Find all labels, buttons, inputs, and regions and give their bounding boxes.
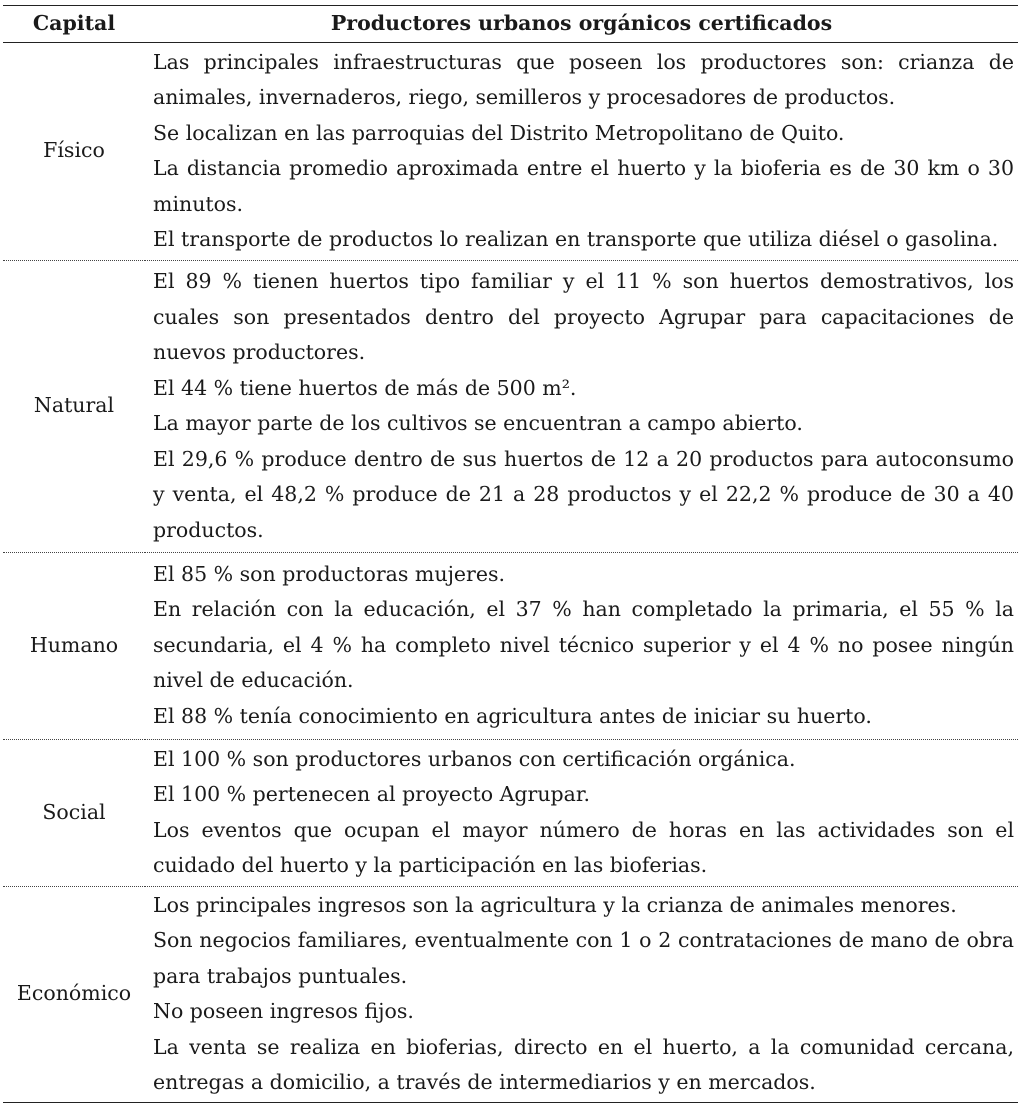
- capital-name: Humano: [3, 552, 145, 739]
- capitals-table: [3, 5, 1018, 1103]
- description-line: En relación con la educación, el 37 % han completado la primaria, el 55 % la secundaria, el 4 % ha completo nivel técnico superior y el 4 % no posee ningún nivel de educación.: [153, 597, 1014, 693]
- table-row: [3, 886, 1018, 1102]
- description-line: La venta se realiza en bioferias, directo en el huerto, a la comunidad cercana, entregas a domicilio, a través de intermediarios y en mercados.: [153, 1034, 1014, 1094]
- capital-name: Económico: [3, 886, 145, 1102]
- description-line: El 88 % tenía conocimiento en agricultura antes de iniciar su huerto.: [153, 703, 872, 728]
- description-line: Los eventos que ocupan el mayor número de horas en las actividades son el cuidado del huerto y la participación en las bioferias.: [153, 817, 1014, 877]
- description-line: El transporte de productos lo realizan en transporte que utiliza diésel o gasolina.: [153, 227, 999, 251]
- header-description: Productores urbanos orgánicos certificados: [145, 6, 1018, 43]
- capital-description: [145, 42, 1018, 260]
- capital-name: Natural: [3, 260, 145, 552]
- header-capital: Capital: [3, 6, 145, 43]
- capital-description: [145, 886, 1018, 1102]
- description-line: El 89 % tienen huertos tipo familiar y el 11 % son huertos demostrativos, los cuales son presentados dentro del proyecto Agrupar para capacitaciones de nuevos productores.: [153, 269, 1014, 364]
- table-row: [3, 739, 1018, 886]
- description-line: Son negocios familiares, eventualmente con 1 o 2 contrataciones de mano de obra para trabajos puntuales.: [153, 928, 1014, 988]
- description-line: El 85 % son productoras mujeres.: [153, 561, 506, 586]
- description-line: Las principales infraestructuras que poseen los productores son: crianza de animales, invernaderos, riego, semilleros y procesadores de productos.: [153, 49, 1014, 109]
- capital-name: Físico: [3, 42, 145, 260]
- table-row: [3, 552, 1018, 739]
- table-row: [3, 42, 1018, 260]
- description-line: El 100 % pertenecen al proyecto Agrupar.: [153, 782, 590, 806]
- description-line: La mayor parte de los cultivos se encuentran a campo abierto.: [153, 411, 803, 435]
- description-line: Se localizan en las parroquias del Distrito Metropolitano de Quito.: [153, 120, 845, 145]
- capital-description: [145, 739, 1018, 886]
- description-line: La distancia promedio aproximada entre el huerto y la bioferia es de 30 km o 30 minutos.: [153, 156, 1014, 216]
- description-line: No poseen ingresos fijos.: [153, 999, 414, 1023]
- capital-description: [145, 552, 1018, 739]
- description-line: El 44 % tiene huertos de más de 500 m².: [153, 375, 577, 400]
- header-row: [3, 6, 1018, 43]
- description-line: El 29,6 % produce dentro de sus huertos de 12 a 20 productos para autoconsumo y venta, el 48,2 % produce de 21 a 28 productos y el 22,2 % produce de 30 a 40 productos.: [153, 446, 1014, 542]
- capital-name: Social: [3, 739, 145, 886]
- table-row: [3, 260, 1018, 552]
- description-line: El 100 % son productores urbanos con certificación orgánica.: [153, 746, 796, 771]
- description-line: Los principales ingresos son la agricultura y la crianza de animales menores.: [153, 892, 957, 917]
- capital-description: [145, 260, 1018, 552]
